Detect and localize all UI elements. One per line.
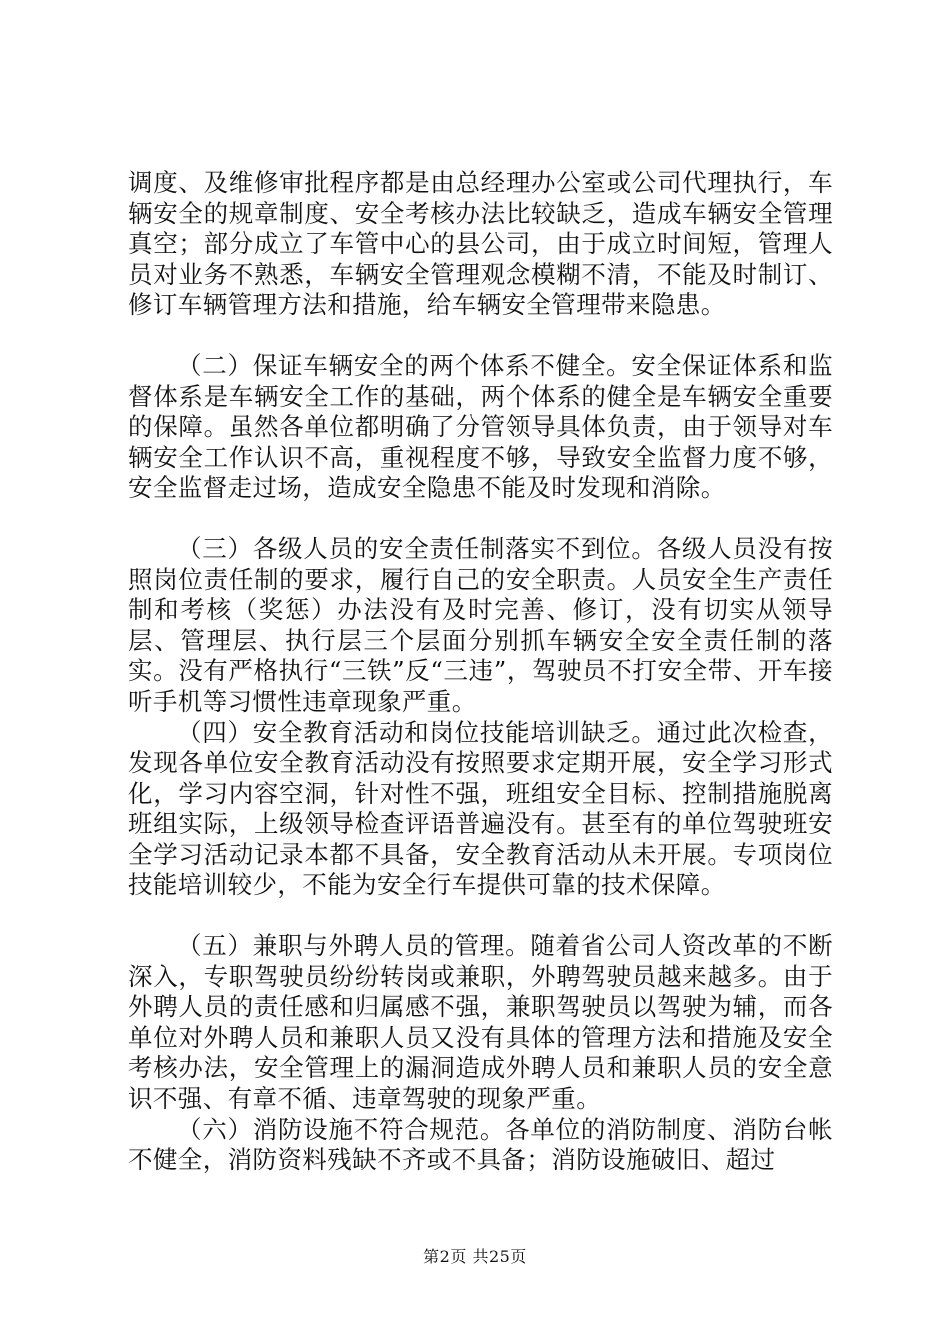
paragraph-section-5: （五）兼职与外聘人员的管理。随着省公司人资改革的不断深入，专职驾驶员纷纷转岗或兼职，外聘驾驶员越来越多。由于外聘人员的责任感和归属感不强，兼职驾驶员以驾驶为辅，而各单位对外聘人员和兼职人员又没有具体的管理方法和措施及安全考核办法，安全管理上的漏洞造成外聘人员和兼职人员的安全意识不强、有章不循、违章驾驶的现象严重。 bbox=[128, 931, 833, 1114]
paragraph-continuation: 调度、及维修审批程序都是由总经理办公室或公司代理执行，车辆安全的规章制度、安全考核办法比较缺乏，造成车辆安全管理真空；部分成立了车管中心的县公司，由于成立时间短，管理人员对业务不熟悉，车辆安全管理观念模糊不清，不能及时制订、修订车辆管理方法和措施，给车辆安全管理带来隐患。 bbox=[128, 168, 833, 320]
paragraph-section-3: （三）各级人员的安全责任制落实不到位。各级人员没有按照岗位责任制的要求，履行自己的安全职责。人员安全生产责任制和考核（奖惩）办法没有及时完善、修订，没有切实从领导层、管理层、执行层三个层面分别抓车辆安全安全责任制的落实。没有严格执行“三铁”反“三违”，驾驶员不打安全带、开车接听手机等习惯性违章现象严重。 bbox=[128, 533, 833, 716]
paragraph-section-2: （二）保证车辆安全的两个体系不健全。安全保证体系和监督体系是车辆安全工作的基础，两个体系的健全是车辆安全重要的保障。虽然各单位都明确了分管领导具体负责，由于领导对车辆安全工作认识不高，重视程度不够，导致安全监督力度不够，安全监督走过场，造成安全隐患不能及时发现和消除。 bbox=[128, 350, 833, 503]
paragraph-section-4: （四）安全教育活动和岗位技能培训缺乏。通过此次检查，发现各单位安全教育活动没有按照要求定期开展，安全学习形式化，学习内容空洞，针对性不强，班组安全目标、控制措施脱离班组实际，上级领导检查评语普遍没有。甚至有的单位驾驶班安全学习活动记录本都不具备，安全教育活动从未开展。专项岗位技能培训较少，不能为安全行车提供可靠的技术保障。 bbox=[128, 717, 833, 900]
page-number-footer: 第2页 共25页 bbox=[423, 1247, 527, 1266]
document-body bbox=[128, 168, 833, 1176]
paragraph-section-6: （六）消防设施不符合规范。各单位的消防制度、消防台帐不健全，消防资料残缺不齐或不具备；消防设施破旧、超过 bbox=[128, 1114, 833, 1175]
